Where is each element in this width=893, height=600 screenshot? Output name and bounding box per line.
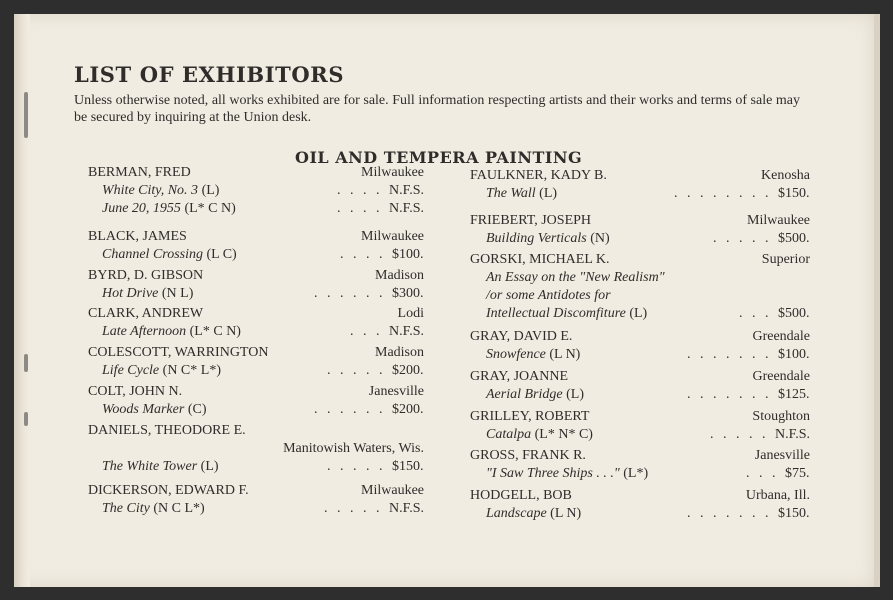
exhibitor-city: Milwaukee [361, 229, 424, 244]
exhibitor-city: Urbana, Ill. [745, 488, 810, 503]
exhibitor-header [88, 229, 424, 247]
leader-dots: . . . . . [710, 427, 769, 442]
exhibitor-header [470, 369, 810, 387]
exhibitor-name: DANIELS, THEODORE E. [88, 423, 246, 438]
artwork-technique: (L* N* C) [534, 427, 593, 442]
exhibitor-entry [88, 165, 424, 219]
exhibitor-name: CLARK, ANDREW [88, 306, 204, 321]
artwork-title-text: June 20, 1955 [102, 201, 181, 216]
artwork-row [470, 231, 810, 249]
artwork-technique: (L C) [206, 247, 237, 262]
artwork-row [88, 201, 424, 219]
exhibitor-header [470, 252, 810, 270]
leader-dots: . . . . . [327, 363, 386, 378]
exhibitor-name: HODGELL, BOB [470, 488, 572, 503]
artwork-title [486, 427, 593, 443]
artwork-price: $150. [392, 459, 424, 474]
leader-dots: . . . [746, 466, 779, 481]
artwork-row [470, 270, 810, 288]
exhibitor-header [88, 165, 424, 183]
artwork-price: $100. [778, 347, 810, 362]
artwork-price: N.F.S. [389, 501, 425, 516]
exhibitor-name: COLESCOTT, WARRINGTON [88, 345, 269, 360]
artwork-row [88, 459, 424, 477]
leader-dots: . . . . . [324, 501, 383, 516]
artwork-title-text: The Wall [486, 186, 536, 201]
exhibitor-entry [470, 409, 810, 445]
exhibitor-header [88, 306, 424, 324]
artwork-title [102, 402, 206, 418]
artwork-title-text: Life Cycle [102, 363, 160, 378]
artwork-title [486, 506, 581, 522]
exhibitor-city: Janesville [368, 384, 424, 399]
artwork-price: $125. [778, 387, 810, 402]
artwork-price: N.F.S. [389, 201, 425, 216]
artwork-price: $200. [392, 363, 424, 378]
artwork-price: $500. [778, 306, 810, 321]
exhibitor-entry [88, 384, 424, 420]
exhibitor-city: Milwaukee [747, 213, 810, 228]
artwork-technique: (N L) [161, 286, 194, 301]
artwork-price: $500. [778, 231, 810, 246]
exhibitor-name: GRILLEY, ROBERT [470, 409, 590, 424]
artwork-row [470, 466, 810, 484]
leader-dots: . . . . . [713, 231, 772, 246]
leader-dots: . . . [739, 306, 772, 321]
exhibitor-entry [470, 252, 810, 324]
artwork-row [88, 324, 424, 342]
artwork-technique: (L) [539, 186, 558, 201]
page-edge [874, 14, 880, 587]
exhibitor-entry [88, 268, 424, 304]
exhibitor-name: FRIEBERT, JOSEPH [470, 213, 592, 228]
artwork-title [102, 247, 237, 263]
exhibitor-entry [88, 423, 424, 477]
artwork-row [88, 286, 424, 304]
artwork-title [486, 231, 610, 247]
artwork-technique: (L N) [550, 506, 582, 521]
exhibitor-name: GRAY, DAVID E. [470, 329, 573, 344]
exhibitor-header [88, 423, 424, 459]
exhibitor-entry [88, 483, 424, 519]
exhibitor-name: BERMAN, FRED [88, 165, 191, 180]
exhibitor-entry [88, 306, 424, 342]
staple [24, 412, 28, 426]
staple [24, 354, 28, 372]
artwork-title [102, 286, 193, 302]
exhibitor-name: GROSS, FRANK R. [470, 448, 586, 463]
artwork-title-text: Building Verticals [486, 231, 587, 246]
artwork-price: $200. [392, 402, 424, 417]
artwork-technique: (C) [187, 402, 207, 417]
artwork-title [102, 501, 205, 517]
artwork-title-text: Hot Drive [102, 286, 159, 301]
artwork-technique: (L*) [623, 466, 649, 481]
exhibitor-header [470, 329, 810, 347]
artwork-price: N.F.S. [389, 183, 425, 198]
artwork-row [470, 427, 810, 445]
artwork-technique: (L* C N) [184, 201, 236, 216]
artwork-row [88, 501, 424, 519]
exhibitor-name: BYRD, D. GIBSON [88, 268, 204, 283]
artwork-row [470, 347, 810, 365]
exhibitor-city: Manitowish Waters, Wis. [283, 441, 424, 456]
exhibitor-name: FAULKNER, KADY B. [470, 168, 607, 183]
artwork-title-text: The White Tower [102, 459, 198, 474]
artwork-technique: (N C L*) [153, 501, 205, 516]
artwork-technique: (L* C N) [189, 324, 241, 339]
artwork-price: $100. [392, 247, 424, 262]
artwork-title-text: Landscape [486, 506, 547, 521]
artwork-title [102, 324, 241, 340]
exhibitor-entry [470, 329, 810, 365]
artwork-technique: (N C* L*) [162, 363, 221, 378]
exhibitor-name: GRAY, JOANNE [470, 369, 569, 384]
exhibitor-city: Greendale [752, 329, 810, 344]
exhibitor-header [470, 409, 810, 427]
page-binding [14, 14, 30, 587]
artwork-title [102, 459, 219, 475]
exhibitor-header [470, 448, 810, 466]
artwork-technique: (L) [200, 459, 219, 474]
artwork-title [102, 183, 219, 199]
artwork-title-text: Intellectual Discomfiture [486, 306, 626, 321]
artwork-row [88, 363, 424, 381]
exhibitor-entry [470, 448, 810, 484]
leader-dots: . . . . . . [314, 286, 386, 301]
artwork-title [486, 347, 580, 363]
leader-dots: . . . . . . . [687, 387, 772, 402]
artwork-title-text: Snowfence [486, 347, 546, 362]
artwork-title-text: An Essay on the "New Realism" [486, 270, 665, 285]
artwork-row [470, 387, 810, 405]
artwork-price: N.F.S. [775, 427, 811, 442]
leader-dots: . . . . [337, 201, 383, 216]
leader-dots: . . . . . [327, 459, 386, 474]
artwork-title [486, 270, 665, 286]
artwork-title [486, 387, 584, 403]
artwork-title-text: Catalpa [486, 427, 532, 442]
artwork-row [470, 306, 810, 324]
exhibitor-entry [88, 229, 424, 265]
exhibitor-city: Milwaukee [361, 165, 424, 180]
exhibitor-city: Stoughton [752, 409, 810, 424]
leader-dots: . . . . . . . [687, 506, 772, 521]
exhibitor-header [88, 384, 424, 402]
intro-paragraph: Unless otherwise noted, all works exhibited are for sale. Full information respecting artists and their works and terms of sale may be secured by inquiring at the Union desk. [74, 93, 800, 125]
artwork-title-text: White City, No. 3 [102, 183, 199, 198]
leader-dots: . . . . [337, 183, 383, 198]
exhibitor-header [470, 488, 810, 506]
artwork-technique: (L) [629, 306, 648, 321]
exhibitor-name: DICKERSON, EDWARD F. [88, 483, 249, 498]
exhibitor-name: COLT, JOHN N. [88, 384, 183, 399]
exhibitor-city: Madison [375, 345, 424, 360]
artwork-row [470, 186, 810, 204]
leader-dots: . . . . [340, 247, 386, 262]
artwork-price: $150. [778, 186, 810, 201]
exhibitor-entry [88, 345, 424, 381]
exhibitor-name: BLACK, JAMES [88, 229, 187, 244]
exhibitor-header [470, 213, 810, 231]
artwork-row [88, 183, 424, 201]
artwork-title [102, 363, 221, 379]
artwork-title [102, 201, 236, 217]
exhibitor-entry [470, 369, 810, 405]
artwork-price: $150. [778, 506, 810, 521]
exhibitor-name: GORSKI, MICHAEL K. [470, 252, 610, 267]
leader-dots: . . . [350, 324, 383, 339]
artwork-price: N.F.S. [389, 324, 425, 339]
exhibitor-city: Greendale [752, 369, 810, 384]
exhibitor-city: Madison [375, 268, 424, 283]
staple [24, 92, 28, 138]
artwork-row [88, 402, 424, 420]
exhibitor-header [88, 268, 424, 286]
artwork-title-text: /or some Antidotes for [486, 288, 611, 303]
artwork-title-text: Channel Crossing [102, 247, 203, 262]
artwork-title-text: Late Afternoon [102, 324, 187, 339]
leader-dots: . . . . . . [314, 402, 386, 417]
artwork-title-text: The City [102, 501, 150, 516]
artwork-title-text: Woods Marker [102, 402, 185, 417]
leader-dots: . . . . . . . [687, 347, 772, 362]
exhibitor-header [88, 345, 424, 363]
page-title: LIST OF EXHIBITORS [74, 62, 345, 87]
exhibitor-entry [470, 488, 810, 524]
artwork-technique: (L) [566, 387, 584, 402]
artwork-title [486, 186, 557, 202]
artwork-title [486, 288, 611, 304]
exhibitor-city: Superior [761, 252, 810, 267]
artwork-price: $300. [392, 286, 424, 301]
artwork-technique: (L N) [549, 347, 581, 362]
section-heading: OIL AND TEMPERA PAINTING [295, 148, 583, 167]
exhibitor-city: Kenosha [761, 168, 810, 183]
artwork-row [470, 506, 810, 524]
exhibitor-city: Lodi [397, 306, 424, 321]
artwork-row [470, 288, 810, 306]
artwork-price: $75. [785, 466, 810, 481]
artwork-title [486, 306, 647, 322]
exhibitor-city: Milwaukee [361, 483, 424, 498]
artwork-technique: (N) [590, 231, 610, 246]
artwork-title [486, 466, 648, 482]
artwork-title-text: Aerial Bridge [486, 387, 563, 402]
artwork-technique: (L) [201, 183, 220, 198]
leader-dots: . . . . . . . . [674, 186, 772, 201]
exhibitor-header [88, 483, 424, 501]
exhibitor-city: Janesville [754, 448, 810, 463]
artwork-title-text: "I Saw Three Ships . . ." [486, 466, 620, 481]
exhibitor-header [470, 168, 810, 186]
exhibitor-entry [470, 213, 810, 249]
exhibitor-entry [470, 168, 810, 204]
artwork-row [88, 247, 424, 265]
